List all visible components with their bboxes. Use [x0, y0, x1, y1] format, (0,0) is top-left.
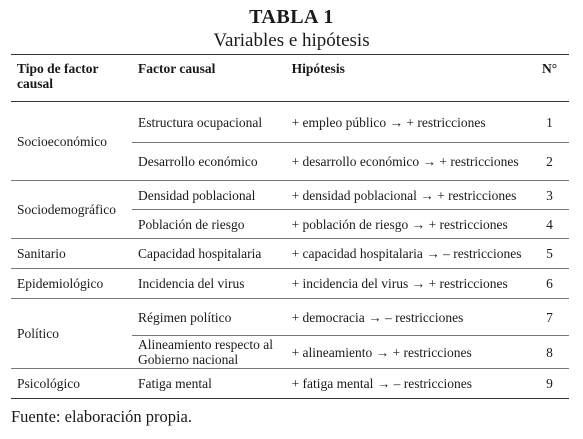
cell-numero: 3 [546, 187, 553, 203]
cell-tipo: Sociodemográfico [17, 202, 116, 217]
cell-tipo: Epidemiológico [17, 276, 104, 291]
cell-numero: 8 [546, 344, 553, 360]
cell-hipotesis: + población de riesgo → + restricciones [291, 216, 508, 232]
cell-factor: Régimen político [138, 309, 232, 325]
cell-hipotesis: + desarrollo económico → + restricciones [291, 154, 519, 169]
table-row [11, 239, 569, 269]
cell-numero: 2 [546, 154, 553, 169]
cell-tipo: Sanitario [17, 246, 66, 261]
header-tipo: Tipo de factor causal [17, 61, 99, 91]
cell-factor: Alineamiento respecto al Gobierno nacional [138, 337, 273, 367]
cell-hipotesis: + fatiga mental → – restricciones [291, 376, 472, 391]
cell-factor: Densidad poblacional [138, 187, 256, 203]
table-row [11, 299, 569, 336]
cell-numero: 4 [546, 216, 553, 232]
table-row [11, 181, 569, 210]
cell-factor: Población de riesgo [138, 216, 245, 232]
cell-hipotesis: + alineamiento → + restricciones [291, 344, 472, 360]
cell-factor: Fatiga mental [138, 376, 212, 391]
cell-hipotesis: + democracia → – restricciones [291, 309, 464, 325]
cell-tipo: Político [17, 326, 60, 341]
cell-tipo: Psicológico [17, 376, 80, 391]
cell-hipotesis: + empleo público → + restricciones [291, 114, 486, 130]
cell-hipotesis: + densidad poblacional → + restricciones [291, 187, 517, 203]
table-subtitle: Variables e hipótesis [213, 30, 370, 51]
header-numero: N° [541, 61, 558, 76]
cell-hipotesis: + capacidad hospitalaria → – restricciones [291, 246, 522, 261]
variables-table [11, 54, 569, 399]
cell-numero: 9 [546, 376, 553, 391]
cell-hipotesis: + incidencia del virus → + restricciones [291, 276, 508, 291]
table-row [11, 369, 569, 399]
cell-factor: Capacidad hospitalaria [138, 246, 262, 261]
cell-tipo: Socioeconómico [17, 133, 107, 149]
cell-factor: Incidencia del virus [138, 276, 245, 291]
table-row [11, 269, 569, 299]
source-note: Fuente: elaboración propia. [11, 407, 192, 426]
cell-numero: 7 [546, 309, 553, 325]
cell-factor: Estructura ocupacional [138, 114, 263, 130]
cell-numero: 5 [546, 246, 553, 261]
table-row [11, 102, 569, 143]
cell-numero: 6 [546, 276, 553, 291]
header-factor: Factor causal [138, 61, 216, 76]
cell-numero: 1 [546, 114, 553, 130]
header-row [11, 55, 569, 102]
cell-factor: Desarrollo económico [138, 154, 258, 169]
table-title: TABLA 1 [249, 6, 334, 28]
header-hipotesis: Hipótesis [291, 61, 345, 76]
